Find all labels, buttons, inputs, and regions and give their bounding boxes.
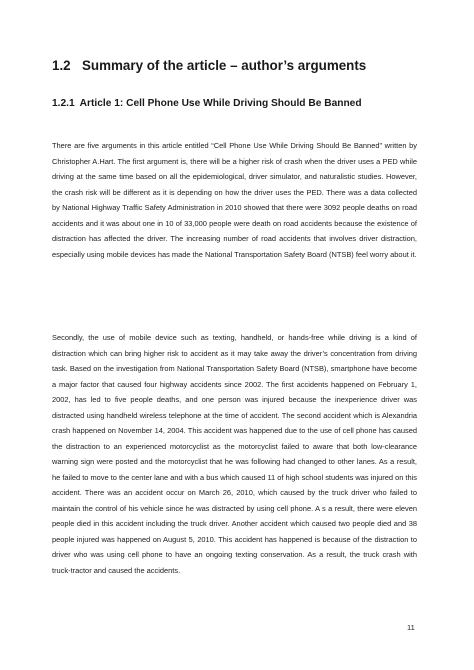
subsection-title: Article 1: Cell Phone Use While Driving Should Be Banned <box>79 98 362 109</box>
section-number: 1.2 <box>52 58 71 73</box>
subsection-number: 1.2.1 <box>52 98 75 109</box>
body-paragraph: Secondly, the use of mobile device such as texting, handheld, or hands-free while driving is a kind of distraction which can bring higher risk to accident as it may take away the driver’s concentration from driving task. Based on the investigation from National Transportation Safety Board (NTSB), smartphone have become a major factor that caused four highway accidents since 2002. The first accidents happened on February 1, 2002, has led to five people deaths, and one person was injured because the inexperience driver was distracted using handheld wireless telephone at the time of accident. The second accident which is Alexandria crash happened on November 14, 2004. This accident was happened due to the use of cell phone has caused the distraction to an experienced motorcyclist as the motorcyclist failed to aware that both low-clearance warning sign were posted and the motorcyclist that he was following had changed to other lanes. As a result, he failed to move to the center lane and with a bus which caused 11 of high school students was injured on this accident. There was an accident occur on March 26, 2010, which caused by the truck driver who failed to maintain the control of his vehicle since he was distracted by using cell phone. A s a result, there were eleven people died in this accident including the truck driver. Another accident which caused two people died and 38 people injured was happened on August 5, 2010. This accident has happened is because of the distraction to driver who was using cell phone to have an ongoing texting conservation. As a result, the truck crash with truck-tractor and caused the accidents. <box>52 333 417 575</box>
section-title: Summary of the article – author’s arguments <box>82 58 367 73</box>
subsection-heading <box>52 98 442 109</box>
page-number: 11 <box>407 623 415 632</box>
body-paragraph: There are five arguments in this article entitled “Cell Phone Use While Driving Should Be Banned” written by Christopher A.Hart. The first argument is, there will be a higher risk of crash when the driver uses a PED while driving at the same time based on all the epidemiological, driver simulator, and naturalistic studies. However, the crash risk will be different as it is depending on how the driver uses the PED. There was a data collected by National Highway Traffic Safety Administration in 2010 showed that there were 3092 people deaths on road accidents and it was about one in 10 of 33,000 people were death on road accidents because the existence of distraction has affected the driver. The increasing number of road accidents that involves driver distraction, especially using mobile devices has made the National Transportation Safety Board (NTSB) feel worry about it. <box>52 141 417 259</box>
section-heading <box>52 58 442 73</box>
